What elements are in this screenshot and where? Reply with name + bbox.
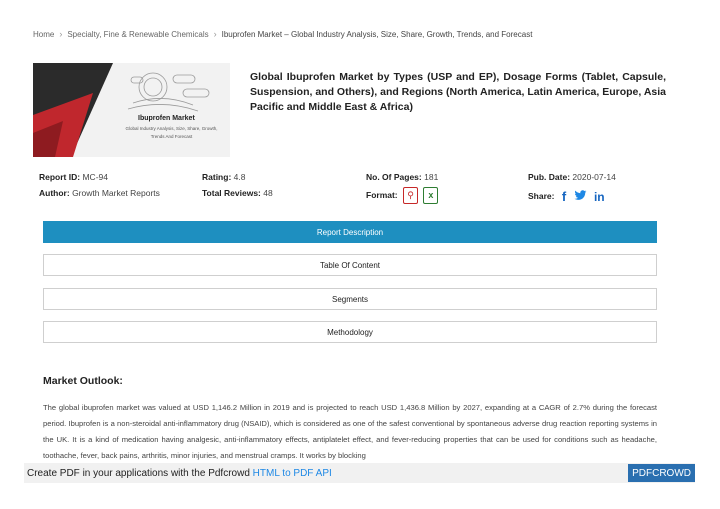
breadcrumb: [33, 29, 532, 39]
tab-methodology[interactable]: Methodology: [43, 321, 657, 343]
chevron-right-icon: ›: [213, 29, 217, 39]
footer-text: [27, 468, 332, 479]
tab-segments[interactable]: Segments: [43, 288, 657, 310]
pdf-footer-banner: [24, 463, 695, 483]
report-id: [39, 172, 108, 182]
page-count: [366, 172, 438, 182]
chevron-right-icon: ›: [59, 29, 63, 39]
footer-api-link[interactable]: HTML to PDF API: [252, 467, 332, 479]
report-title: Global Ibuprofen Market by Types (USP and EP), Dosage Forms (Tablet, Capsule, Suspension, and Others), and Regions (North America, Latin America, Europe, Asia Pacific and Middle East & Africa): [250, 71, 666, 113]
facebook-icon[interactable]: f: [561, 189, 567, 204]
tab-table-of-content[interactable]: Table Of Content: [43, 254, 657, 276]
pdf-icon[interactable]: ⚲: [403, 187, 418, 204]
cover-title: Ibuprofen Market: [138, 115, 195, 122]
twitter-icon[interactable]: [574, 190, 587, 204]
author: [39, 188, 160, 198]
page-count-value: 181: [424, 172, 439, 182]
cover-subtitle: Global Industry Analysis, Size, Share, Growth, Trends And Forecast: [125, 126, 218, 139]
pdfcrowd-logo[interactable]: PDFCROWD: [628, 464, 695, 482]
report-cover-image: [33, 63, 230, 157]
report-id-label: Report ID:: [39, 172, 81, 182]
linkedin-icon[interactable]: in: [593, 189, 605, 204]
author-value: Growth Market Reports: [72, 188, 160, 198]
total-reviews: [202, 188, 273, 198]
pub-date-value: 2020-07-14: [572, 172, 616, 182]
format-label: Format:: [366, 189, 398, 200]
rating-label: Rating:: [202, 172, 232, 182]
report-id-value: MC-94: [82, 172, 108, 182]
format: [366, 187, 438, 204]
page-count-label: No. Of Pages:: [366, 172, 422, 182]
market-outlook-paragraph: The global ibuprofen market was valued at USD 1,146.2 Million in 2019 and is projected to reach USD 1,436.8 Million by 2027, expanding at a CAGR of 2.7% during the forecast period. Ibuprofen is a non-steroidal anti-inflammatory drug (NSAID), which is considered as one of the safest conventional by spontaneous adverse drug reaction reporting systems in the UK. It is a kind of medication having analgesic, anti-inflammatory effects, antiplatelet effect, and fever-reducing properties that can be used for conditions such as headache, toothache, fever, back pains, arthritis, minor injuries, and menstrual cramps. It works by blocking: [43, 403, 657, 460]
share: [528, 189, 605, 204]
breadcrumb-home[interactable]: Home: [33, 29, 55, 39]
reviews-value: 48: [263, 188, 273, 198]
excel-icon[interactable]: x: [423, 187, 438, 204]
section-heading: Market Outlook:: [43, 375, 123, 387]
share-label: Share:: [528, 190, 555, 201]
breadcrumb-category[interactable]: Specialty, Fine & Renewable Chemicals: [67, 29, 209, 39]
pub-date-label: Pub. Date:: [528, 172, 571, 182]
pub-date: [528, 172, 616, 182]
reviews-label: Total Reviews:: [202, 188, 261, 198]
rating: [202, 172, 245, 182]
rating-value: 4.8: [233, 172, 246, 182]
breadcrumb-current: Ibuprofen Market – Global Industry Analysis, Size, Share, Growth, Trends, and Forecast: [221, 29, 533, 39]
footer-text-label: Create PDF in your applications with the Pdfcrowd: [27, 467, 250, 479]
author-label: Author:: [39, 188, 70, 198]
tab-report-description[interactable]: Report Description: [43, 221, 657, 243]
cover-graphic: [33, 63, 230, 157]
